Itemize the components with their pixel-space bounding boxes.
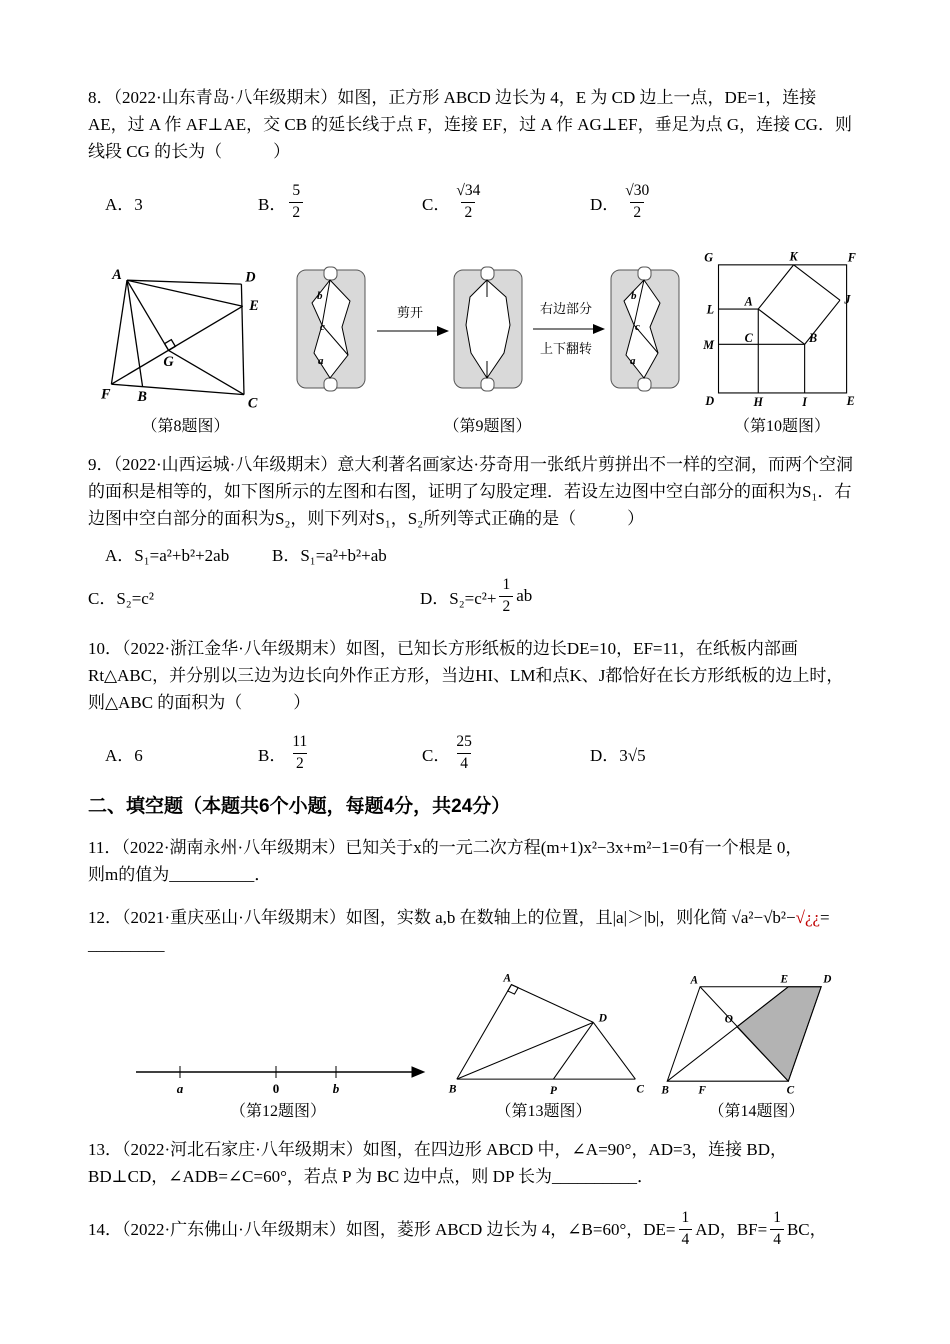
fig8-label-C: C [247,395,258,412]
fig12-label-a: a [176,1081,184,1096]
fig9-right-label-a: a [629,355,635,367]
question-12 [88,904,872,958]
figure-q13-caption: （第13题图） [495,1103,592,1120]
fig8-label-E: E [249,298,259,315]
q14-line1-tail: BC， [786,1219,827,1239]
fig9-cut-label: 剪开 [396,305,423,320]
fraction-denominator: 4 [770,1229,784,1250]
q8-text-line3: 线段 CG 的长为（ ） [88,142,291,161]
figure-q14-container [659,972,854,1122]
q8-option-d [590,182,655,222]
q14-fraction-2 [770,1209,784,1249]
q8-option-b [258,182,422,222]
q8-option-b-label: B． [258,194,287,214]
question-11 [88,834,872,888]
fraction-numerator: 1 [773,1208,781,1226]
fraction-numerator: 1 [681,1208,690,1226]
fig9-right-piece [611,267,679,391]
q10-text-line3: 则△ABC 的面积为（ ） [88,693,311,712]
q14-line1-pre: 14．（2022·广东佛山·八年级期末）如图，菱形 ABCD 边长为 4，∠B=60°，DE= [88,1219,676,1239]
figure-q12-number-line [128,1046,428,1098]
q11-text-line2 [88,861,872,888]
q8-text-line1: 8．（2022·山东青岛·八年级期末）如图，正方形 ABCD 边长为 4，E 为 CD 边上一点，DE=1，连接 [88,88,817,107]
fraction-numerator: 1 [502,575,511,593]
figure-q10-container [692,247,872,437]
q11-line2-end: ． [254,865,272,884]
q10-option-d: D．3√5 [590,745,646,765]
q10-text-line1: 10．（2022·浙江金华·八年级期末）如图，已知长方形纸板的边长DE=10，EF=11，在纸板内部画 [88,639,798,658]
fig10-label-B: B [809,331,818,346]
fig10-label-M: M [703,337,715,352]
q9-option-a: A．S₁=a²+b²+2ab [105,546,230,565]
fraction-denominator: 4 [679,1229,693,1250]
fig9-left-label-b: b [316,290,322,302]
q9-option-b: B．S₁=a²+b²+ab [272,546,387,565]
fig10-label-J: J [844,292,851,307]
figure-q13-container [444,972,644,1122]
figure-q8-container [88,267,283,437]
q9-option-d-fraction [499,576,513,616]
fig14-label-E: E [780,973,788,986]
q8-option-a: A．3 [105,194,143,214]
fig13-label-C: C [635,1083,644,1096]
question-13 [88,1136,872,1190]
fig10-label-E: E [846,394,855,409]
fig10-label-A: A [744,294,753,309]
fig8-label-B: B [137,389,147,406]
fraction-numerator: 25 [456,732,472,750]
q13-line2-pre: BD⊥CD，∠ADB=∠C=60°，若点 P 为 BC 边中点，则 DP 长为 [88,1167,553,1186]
q9-text-line2: 的面积是相等的，如下图所示的左图和右图，证明了勾股定理．若设左边图中空白部分的面积为S₁．右 [88,482,852,501]
q9-options-cd [88,573,872,619]
q10-option-c [422,733,590,773]
q14-text-line1 [88,1208,872,1250]
figures-row-1 [88,247,872,437]
q8-option-c-label: C． [422,194,451,214]
fig14-label-O: O [724,1013,733,1026]
figure-q10-caption: （第10题图） [733,418,830,435]
fig9-left-piece [297,267,365,391]
q9-option-d [420,576,532,616]
fig10-geometry [719,265,847,393]
q12-answer-blank-line [88,931,872,958]
q8-text-line2: AE，过 A 作 AF⊥AE，交 CB 的延长线于点 F，连接 EF，过 A 作 AG⊥EF，垂足为点 G，连接 CG．则 [88,115,852,134]
fig8-label-F: F [101,386,111,403]
fig9-right-label-c: c [634,321,640,333]
fig10-label-D: D [705,394,715,409]
q11-text-line1: 11．（2022·湖南永州·八年级期末）已知关于x的一元二次方程(m+1)x²−3x+m²−1=0有一个根是 0， [88,838,803,857]
fig14-label-B: B [661,1084,669,1097]
q11-answer-blank: __________ [169,865,255,884]
fig10-label-F: F [847,250,856,265]
question-14 [88,1208,872,1250]
q10-options [88,730,872,776]
fig9-flip-arrow [533,301,605,356]
fig10-label-L: L [706,302,715,317]
figures-row-2 [88,972,872,1122]
fig12-label-zero: 0 [272,1081,280,1096]
fig13-right-angle-mark [507,985,517,994]
q14-line1-mid: AD，BF= [695,1219,768,1239]
fraction-denominator: 2 [289,202,303,223]
fig10-label-G: G [704,250,713,265]
q10-text-line2: Rt△ABC，并分别以三边为边长向外作正方形，当边HI、LM和点K、J都恰好在长方形纸板的边上时， [88,666,844,685]
q13-text-line1: 13．（2022·河北石家庄·八年级期末）如图，在四边形 ABCD 中，∠A=90°，AD=3，连接 BD， [88,1140,787,1159]
fraction-numerator: 5 [292,181,301,199]
q11-line2-pre: 则m的值为 [88,865,170,884]
fig13-label-A: A [502,972,511,985]
fig13-label-B: B [448,1083,457,1096]
q10-option-c-label: C． [422,745,451,765]
fig14-label-D: D [823,973,832,986]
question-9 [88,451,872,619]
q13-line2-end: ． [637,1167,655,1186]
fraction-numerator: √34 [456,181,481,199]
fig14-label-F: F [698,1084,706,1097]
q12-equals-sign: = [820,908,830,927]
fig9-left-label-a: a [317,355,323,367]
fraction-numerator: 11 [292,732,308,750]
fig14-label-C: C [786,1084,795,1097]
q9-options-ab [88,540,872,567]
fig8-label-G: G [163,354,174,370]
fig14-shaded-region [737,987,821,1081]
q9-option-d-label: D．S₂=c²+ [420,588,497,608]
figure-q12-caption: （第12题图） [229,1103,326,1120]
q9-option-c: C．S₂=c² [88,588,154,608]
q13-answer-blank: __________ [552,1167,638,1186]
figure-q8-diagram [88,267,283,413]
q13-text-line2 [88,1163,872,1190]
q9-option-d-tail: ab [516,586,533,605]
fig9-left-label-c: c [319,321,325,333]
fig9-right-label-b: b [630,290,636,302]
fig9-flip-label-1: 右边部分 [539,301,592,316]
question-10 [88,635,872,776]
figure-q14-caption: （第14题图） [708,1103,805,1120]
fraction-denominator: 2 [293,753,307,774]
q8-option-c-fraction [453,182,483,222]
q8-option-d-fraction [622,182,652,222]
q8-option-c [422,182,590,222]
figure-q9-diagram [293,265,683,413]
q12-red-radical: √¿¿ [795,908,821,927]
q9-text-line3: 边图中空白部分的面积为S₂，则下列对S₁，S₂所列等式正确的是（ ） [88,509,645,528]
q10-option-a: A．6 [105,745,143,765]
fig12-label-b: b [332,1081,340,1096]
fig10-label-H: H [753,395,763,410]
q8-option-b-fraction [289,182,303,222]
q14-fraction-1 [679,1209,693,1249]
fig10-label-K: K [789,249,798,264]
fraction-denominator: 2 [630,202,644,223]
q9-text-line1: 9．（2022·山西运城·八年级期末）意大利著名画家达·芬奇用一张纸片剪拼出不一样的空洞，而两个空洞 [88,455,853,474]
fig10-label-I: I [802,395,807,410]
fig8-geometry [111,280,244,394]
q12-answer-blank: _________ [88,935,165,954]
q12-line1-pre: 12．（2021·重庆巫山·八年级期末）如图，实数 a,b 在数轴上的位置，且|a|＞|b|，则化简 √a²−√b²− [88,908,796,927]
fig9-middle-piece [454,267,522,391]
fig13-label-P: P [549,1084,557,1097]
figure-q8-caption: （第8题图） [141,418,230,435]
fig9-cut-arrow [377,305,449,336]
figure-q9-caption: （第9题图） [443,418,532,435]
section-2-header: 二、填空题（本题共6个小题，每题4分，共24分） [88,796,511,817]
q10-option-b-label: B． [258,745,287,765]
fraction-denominator: 2 [461,202,475,223]
figure-q13-diagram [444,972,644,1098]
fig8-label-D: D [245,269,256,286]
question-8 [88,84,872,225]
fig13-label-D: D [598,1012,607,1025]
figure-q9-container [293,265,683,437]
fraction-denominator: 2 [499,596,513,617]
fig9-flip-label-2: 上下翻转 [539,341,592,356]
figure-q12-container [128,1046,428,1122]
fraction-denominator: 4 [457,753,471,774]
figure-q10-diagram [692,247,872,413]
fraction-numerator: √30 [625,181,650,199]
fig12-geometry [136,1066,424,1078]
q10-option-b [258,733,422,773]
q12-text-line1 [88,904,872,931]
fig10-label-C: C [744,331,753,346]
fig14-label-A: A [690,974,698,987]
q8-options [88,179,872,225]
q10-option-c-fraction [453,733,475,773]
fig13-geometry [456,985,634,1080]
q10-option-b-fraction [289,733,310,773]
q8-option-d-label: D． [590,194,620,214]
figure-q14-diagram [659,972,854,1098]
fig8-label-A: A [112,267,122,283]
